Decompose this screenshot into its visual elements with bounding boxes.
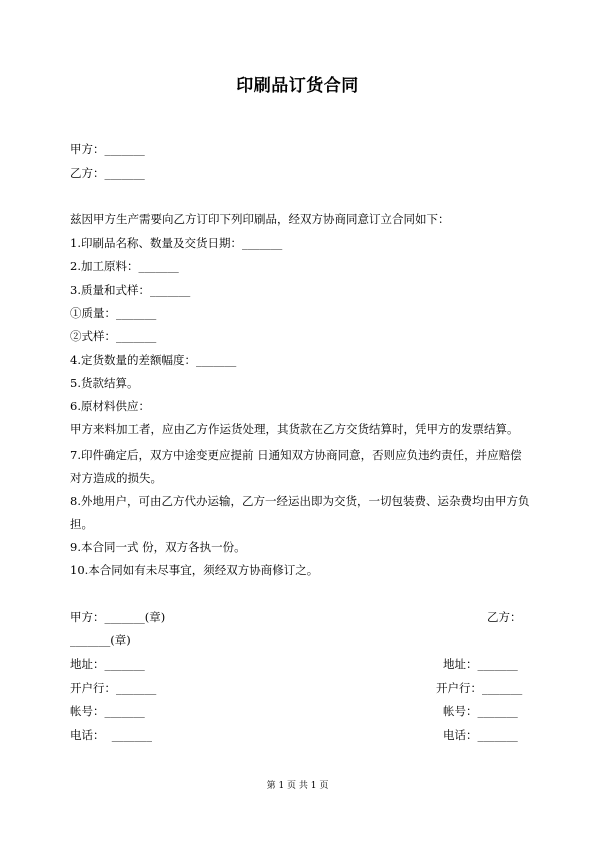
clause-5: 5.货款结算。 [70,376,139,390]
address-left: 地址：_______ [70,657,145,671]
bank-left: 开户行：_______ [70,681,157,695]
bank-right: 开户行：_______ [436,681,523,695]
clause-3: 3.质量和式样：_______ [70,283,191,297]
clause-3-style: ②式样：_______ [70,329,157,343]
party-b-line: 乙方：_______ [70,166,145,180]
clause-3-quality: ①质量：_______ [70,306,157,320]
phone-right: 电话：_______ [443,728,518,742]
clause-7: 7.印件确定后，双方中途变更应提前 日通知双方协商同意，否则应负违约责任，并应赔偿对方造成的损失。 [70,448,522,485]
account-right: 帐号：_______ [443,704,518,718]
account-left: 帐号：_______ [70,704,145,718]
clause-10: 10.本合同如有未尽事宜，须经双方协商修订之。 [70,563,319,577]
signature-party-a: 甲方：_______(章) [70,610,166,624]
signature-party-b: 乙方： [487,610,522,624]
clause-1: 1.印刷品名称、数量及交货日期：_______ [70,236,283,250]
signature-party-b-seal: _______(章) [70,633,131,647]
clause-6: 6.原材料供应： [70,399,150,413]
clause-4: 4.定货数量的差额幅度：_______ [70,353,237,367]
clause-8: 8.外地用户，可由乙方代办运输，乙方一经运出即为交货，一切包装费、运杂费均由甲方负担。 [70,494,530,531]
clause-6-detail: 甲方来料加工者，应由乙方作运货处理，其货款在乙方交货结算时，凭甲方的发票结算。 [70,422,519,436]
party-a-line: 甲方：_______ [70,142,145,156]
address-right: 地址：_______ [443,657,518,671]
clause-2: 2.加工原料：_______ [70,259,179,273]
clause-9: 9.本合同一式 份，双方各执一份。 [70,540,246,554]
page-footer: 第 1 页 共 1 页 [266,781,329,791]
phone-left: 电话： _______ [70,728,153,742]
document-title: 印刷品订货合同 [236,76,359,96]
intro-paragraph: 兹因甲方生产需要向乙方订印下列印刷品，经双方协商同意订立合同如下： [70,212,450,226]
